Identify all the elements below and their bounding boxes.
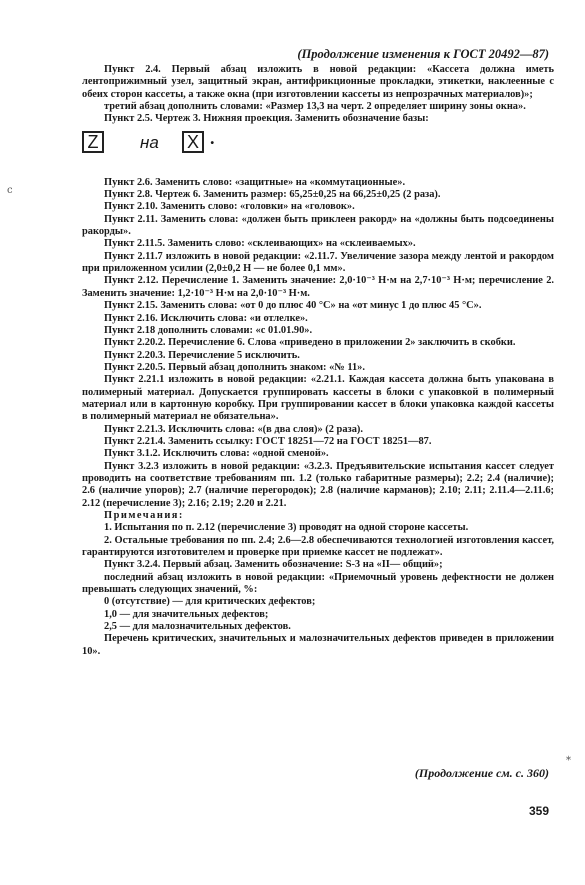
paragraph: Пункт 2.10. Заменить слово: «головки» на «головок». xyxy=(104,201,355,213)
base-end: . xyxy=(210,127,215,148)
paragraph: Пункт 3.2.4. Первый абзац. Заменить обозначение: S-3 на «II— общий»; xyxy=(104,559,443,571)
paragraph: последний абзац изложить в новой редакции: «Приемочный уровень дефектности не должен превышать следующих значений, %: xyxy=(82,571,554,596)
paragraph: Пункт 2.21.3. Исключить слова: «(в два слоя)» (2 раза). xyxy=(104,423,363,435)
paragraph: Пункт 2.4. Первый абзац изложить в новой редакции: «Кассета должна иметь лентоприжимный узел, защитный экран, антифрикционные прокладки, этикетки, наклеенные с обеих сторон кассеты, а также окна (при изготовлении кассеты из непрозрачных материалов)»; xyxy=(82,64,554,100)
notes-heading: Примечания: xyxy=(104,510,184,521)
paragraph: Пункт 2.16. Исключить слова: «и отлелке». xyxy=(104,312,308,324)
continuation-note: (Продолжение см. с. 360) xyxy=(414,766,549,780)
paragraph: Перечень критических, значительных и малозначительных дефектов приведен в приложении 10». xyxy=(82,633,554,657)
base-designation-figure xyxy=(82,129,554,171)
paragraph: Пункт 2.8. Чертеж 6. Заменить размер: 65,25±0,25 на 66,25±0,25 (2 раза). xyxy=(104,189,441,201)
paragraph: Пункт 2.18 дополнить словами: «с 01.01.90». xyxy=(104,324,313,336)
note-item: 1. Испытания по п. 2.12 (перечисление 3) проводят на одной стороне кассеты. xyxy=(104,522,469,534)
scan-mark: ⅽ xyxy=(7,185,13,196)
page-number: 359 xyxy=(528,804,549,818)
paragraph: Пункт 3.1.2. Исключить слова: «одной сменой». xyxy=(104,448,329,460)
paragraph: Пункт 2.6. Заменить слово: «защитные» на «коммутационные». xyxy=(104,176,406,188)
paragraph: Пункт 2.21.4. Заменить ссылку: ГОСТ 18251—72 на ГОСТ 18251—87. xyxy=(104,435,432,447)
paragraph: Пункт 2.20.2. Перечисление 6. Слова «приведено в приложении 2» заключить в скобки. xyxy=(104,337,516,349)
running-header: (Продолжение изменения к ГОСТ 20492—87) xyxy=(297,47,549,61)
paragraph: Пункт 2.11.5. Заменить слово: «склеивающих» на «склеиваемых». xyxy=(104,238,416,250)
base-z-box: Z xyxy=(82,131,104,153)
list-item: 2,5 — для малозначительных дефектов. xyxy=(104,621,291,633)
scan-mark: ⁎ xyxy=(566,752,571,763)
paragraph: Пункт 2.21.1 изложить в новой редакции: «2.21.1. Каждая кассета должна быть упакована в полимерный материал. Допускается группировать кассеты в блоки с упаковкой в полимерный материал или в картонную коробку. При группировании кассет в блоки упаковка каждой кассеты в полимерный материал не обязательна». xyxy=(82,374,554,423)
base-connector: на xyxy=(140,132,159,152)
paragraph: Пункт 2.20.5. Первый абзац дополнить знаком: «№ 11». xyxy=(104,361,365,373)
paragraph: Пункт 2.12. Перечисление 1. Заменить значение: 2,0·10⁻³ Н·м на 2,7·10⁻³ Н·м; перечисление 2. Заменить значение: 1,2·10⁻³ Н·м на 2,0·10⁻³ Н·м. xyxy=(82,275,554,299)
list-item: 0 (отсутствие) — для критических дефектов; xyxy=(104,596,316,608)
note-item: 2. Остальные требования по пп. 2.4; 2.6—2.8 обеспечиваются технологией изготовления кассет, гарантируются изготовителем и проверке при приемке кассет не подлежат». xyxy=(82,534,554,559)
list-item: 1,0 — для значительных дефектов; xyxy=(104,608,269,620)
paragraph: Пункт 2.11. Заменить слова: «должен быть приклеен ракорд» на «должны быть подсоединены ракорды». xyxy=(82,213,554,238)
paragraph: Пункт 2.5. Чертеж 3. Нижняя проекция. Заменить обозначение базы: xyxy=(104,113,429,125)
paragraph: Пункт 2.11.7 изложить в новой редакции: «2.11.7. Увеличение зазора между лентой и ракордом при приложенном усилии (2,0±0,2 Н — не более 0,1 мм». xyxy=(82,250,554,275)
document-body xyxy=(82,64,554,658)
paragraph: третий абзац дополнить словами: «Размер 13,3 на черт. 2 определяет ширину зоны окна». xyxy=(104,101,526,113)
base-x-box: X xyxy=(182,131,204,153)
paragraph: Пункт 3.2.3 изложить в новой редакции: «3.2.3. Предъявительские испытания кассет следует проводить на соответствие требованиям пп. 1.2 (только габаритные размеры); 2.2; 2.4 (наличие); 2.6 (наличие упоров); 2.7 (наличие перегородок); 2.8 (наличие карманов); 2.10; 2.11; 2.11.4—2.11.6; 2.12 (перечисление 3); 2.16; 2.19; 2.20 и 2.21. xyxy=(82,460,554,509)
paragraph: Пункт 2.20.3. Перечисление 5 исключить. xyxy=(104,349,300,361)
paragraph: Пункт 2.15. Заменить слова: «от 0 до плюс 40 °C» на «от минус 1 до плюс 45 °C». xyxy=(104,300,482,312)
